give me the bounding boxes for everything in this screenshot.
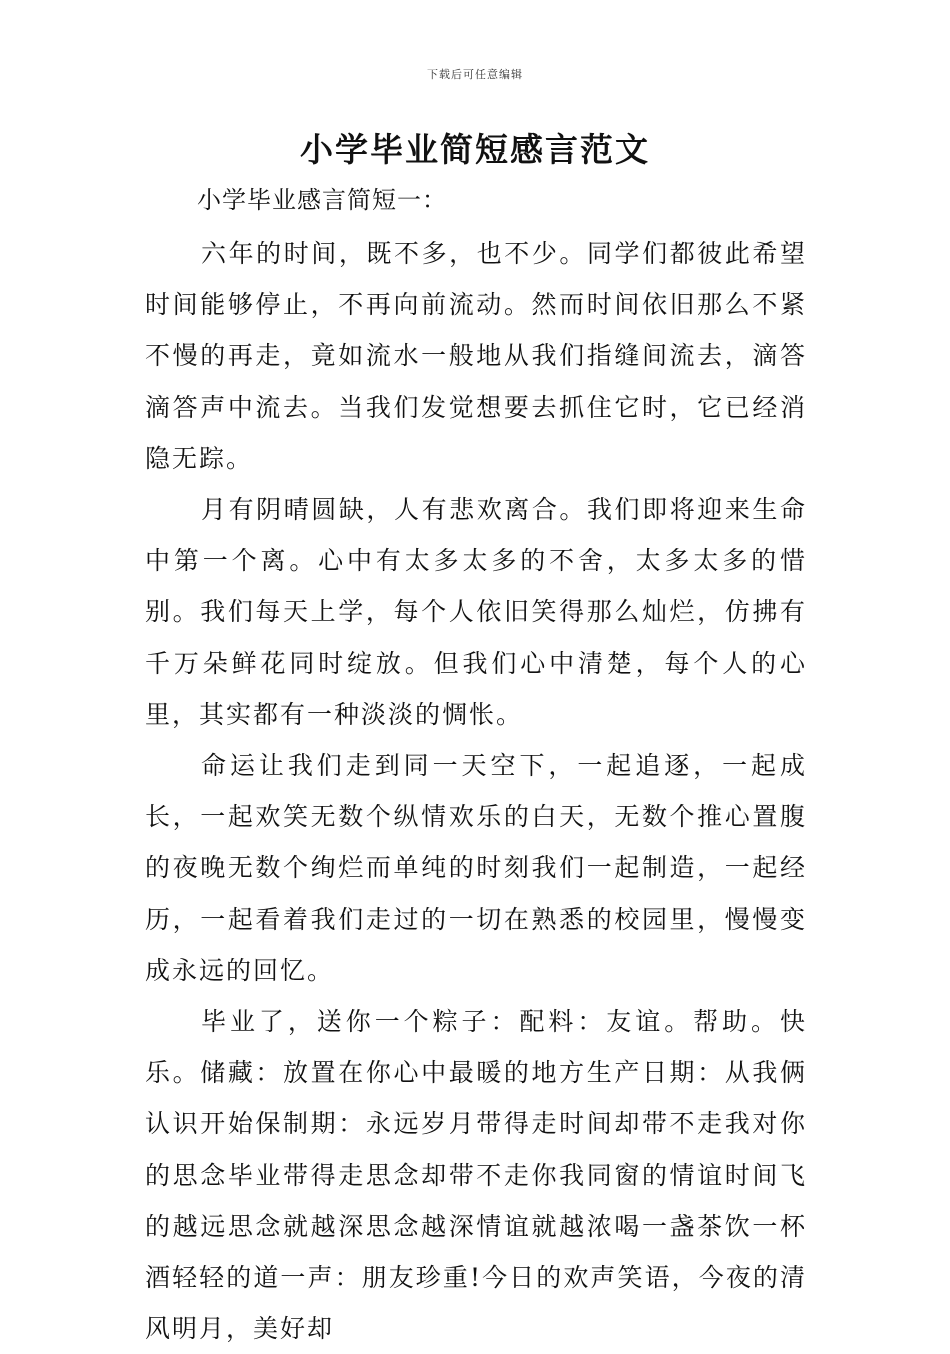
paragraph-3: 命运让我们走到同一天空下，一起追逐，一起成长，一起欢笑无数个纵情欢乐的白天，无数个推心置腹的夜晚无数个绚烂而单纯的时刻我们一起制造，一起经历，一起看着我们走过的一切在熟悉的校园里，慢慢变成永远的回忆。	[145, 751, 807, 985]
section-subheading: 小学毕业感言简短一：	[197, 186, 447, 214]
paragraph-4: 毕业了，送你一个粽子：配料：友谊。帮助。快乐。储藏：放置在你心中最暖的地方生产日期：从我俩认识开始保制期：永远岁月带得走时间却带不走我对你的思念毕业带得走思念却带不走你我同窗的情谊时间飞的越远思念就越深思念越深情谊就越浓喝一盏茶饮一杯酒轻轻的道一声：朋友珍重!今日的欢声笑语，今夜的清风明月，美好却	[145, 1007, 807, 1344]
document-title: 小学毕业简短感言范文	[300, 130, 650, 169]
paragraph-1: 六年的时间，既不多，也不少。同学们都彼此希望时间能够停止，不再向前流动。然而时间依旧那么不紧不慢的再走，竟如流水一般地从我们指缝间流去，滴答滴答声中流去。当我们发觉想要去抓住它时，它已经消隐无踪。	[145, 239, 807, 473]
header-note: 下载后可任意编辑	[427, 68, 523, 81]
document-body	[145, 228, 807, 1354]
paragraph-2: 月有阴晴圆缺，人有悲欢离合。我们即将迎来生命中第一个离。心中有太多太多的不舍，太多太多的惜别。我们每天上学，每个人依旧笑得那么灿烂，仿拂有千万朵鲜花同时绽放。但我们心中清楚，每个人的心里，其实都有一种淡淡的惆怅。	[145, 495, 807, 729]
